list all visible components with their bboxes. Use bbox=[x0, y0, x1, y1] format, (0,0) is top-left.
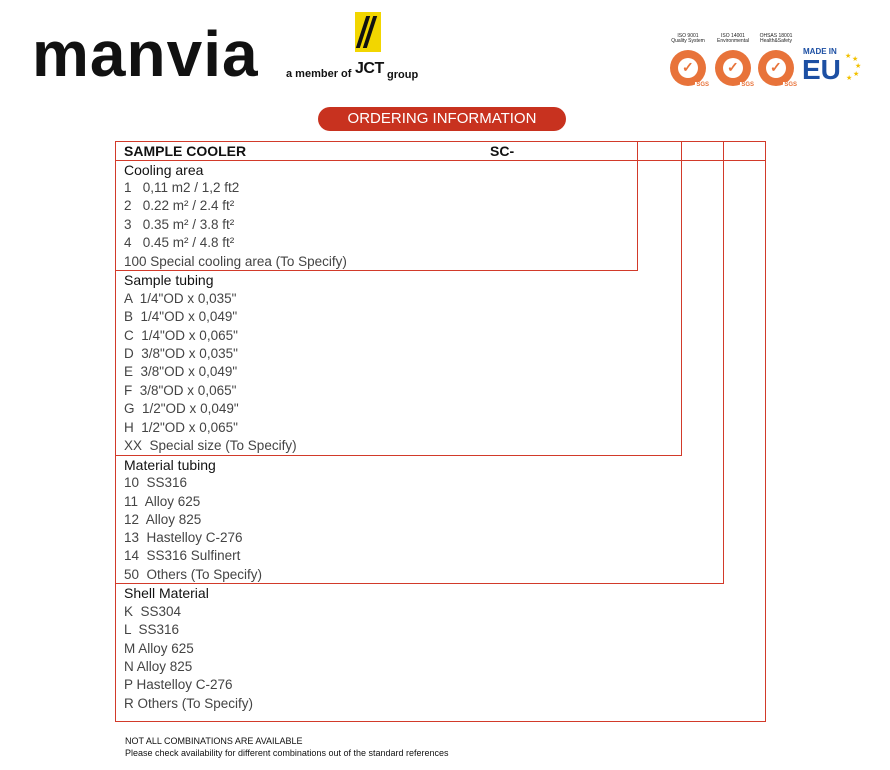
made-in-label: MADE IN bbox=[803, 47, 837, 56]
eu-stars-icon: ★ ★ ★ ★ ★ bbox=[845, 53, 862, 82]
list-item: 50 Others (To Specify) bbox=[124, 567, 263, 582]
member-text: a member of bbox=[286, 68, 352, 80]
ordering-information-banner: ORDERING INFORMATION bbox=[318, 107, 566, 131]
list-item: 3 0.35 m² / 3.8 ft² bbox=[124, 217, 235, 232]
list-item: F 3/8"OD x 0,065" bbox=[124, 383, 237, 398]
list-item: H 1/2"OD x 0,065" bbox=[124, 420, 238, 435]
group-name: JCT bbox=[355, 60, 384, 77]
cooling-area-title: Cooling area bbox=[124, 162, 204, 178]
cert-label-iso9001: ISO 9001 Quality System bbox=[671, 33, 705, 44]
list-item: 4 0.45 m² / 4.8 ft² bbox=[124, 235, 235, 250]
list-item: 100 Special cooling area (To Specify) bbox=[124, 254, 347, 269]
header-divider bbox=[115, 160, 766, 161]
list-item: D 3/8"OD x 0,035" bbox=[124, 346, 238, 361]
list-item: L SS316 bbox=[124, 622, 180, 637]
list-item: B 1/4"OD x 0,049" bbox=[124, 309, 238, 324]
list-item: 1 0,11 m2 / 1,2 ft2 bbox=[124, 180, 240, 195]
list-item: XX Special size (To Specify) bbox=[124, 438, 297, 453]
list-item: 13 Hastelloy C-276 bbox=[124, 530, 243, 545]
availability-check-note: Please check availability for different combinations out of the standard references bbox=[125, 748, 449, 758]
list-item: 2 0.22 m² / 2.4 ft² bbox=[124, 198, 235, 213]
made-in-eu-logo: EU bbox=[802, 54, 841, 85]
product-code-prefix: SC- bbox=[490, 143, 515, 159]
iso14001-badge-icon: ✓ SGS bbox=[715, 50, 751, 86]
jct-logo-icon bbox=[355, 12, 381, 52]
cert-label-ohsas18001: OHSAS 18001 Health&Safety bbox=[759, 33, 793, 44]
list-item: 12 Alloy 825 bbox=[124, 512, 202, 527]
shell-material-title: Shell Material bbox=[124, 585, 209, 601]
list-item: 11 Alloy 625 bbox=[124, 494, 201, 509]
list-item: G 1/2"OD x 0,049" bbox=[124, 401, 239, 416]
list-item: 10 SS316 bbox=[124, 475, 188, 490]
list-item: R Others (To Specify) bbox=[124, 696, 254, 711]
brand-logo: manvia bbox=[32, 18, 259, 90]
cert-label-iso14001: ISO 14001 Environmental bbox=[717, 33, 749, 44]
list-item: M Alloy 625 bbox=[124, 641, 194, 656]
list-item: N Alloy 825 bbox=[124, 659, 193, 674]
list-item: A 1/4"OD x 0,035" bbox=[124, 291, 237, 306]
group-suffix: group bbox=[387, 69, 419, 81]
material-tubing-title: Material tubing bbox=[124, 457, 216, 473]
list-item: 14 SS316 Sulfinert bbox=[124, 548, 241, 563]
list-item: E 3/8"OD x 0,049" bbox=[124, 364, 238, 379]
sample-tubing-title: Sample tubing bbox=[124, 272, 214, 288]
availability-note: NOT ALL COMBINATIONS ARE AVAILABLE bbox=[125, 736, 303, 746]
list-item: K SS304 bbox=[124, 604, 182, 619]
ohsas18001-badge-icon: ✓ SGS bbox=[758, 50, 794, 86]
list-item: C 1/4"OD x 0,065" bbox=[124, 328, 238, 343]
product-title: SAMPLE COOLER bbox=[124, 143, 247, 159]
list-item: P Hastelloy C-276 bbox=[124, 677, 233, 692]
iso9001-badge-icon: ✓ SGS bbox=[670, 50, 706, 86]
